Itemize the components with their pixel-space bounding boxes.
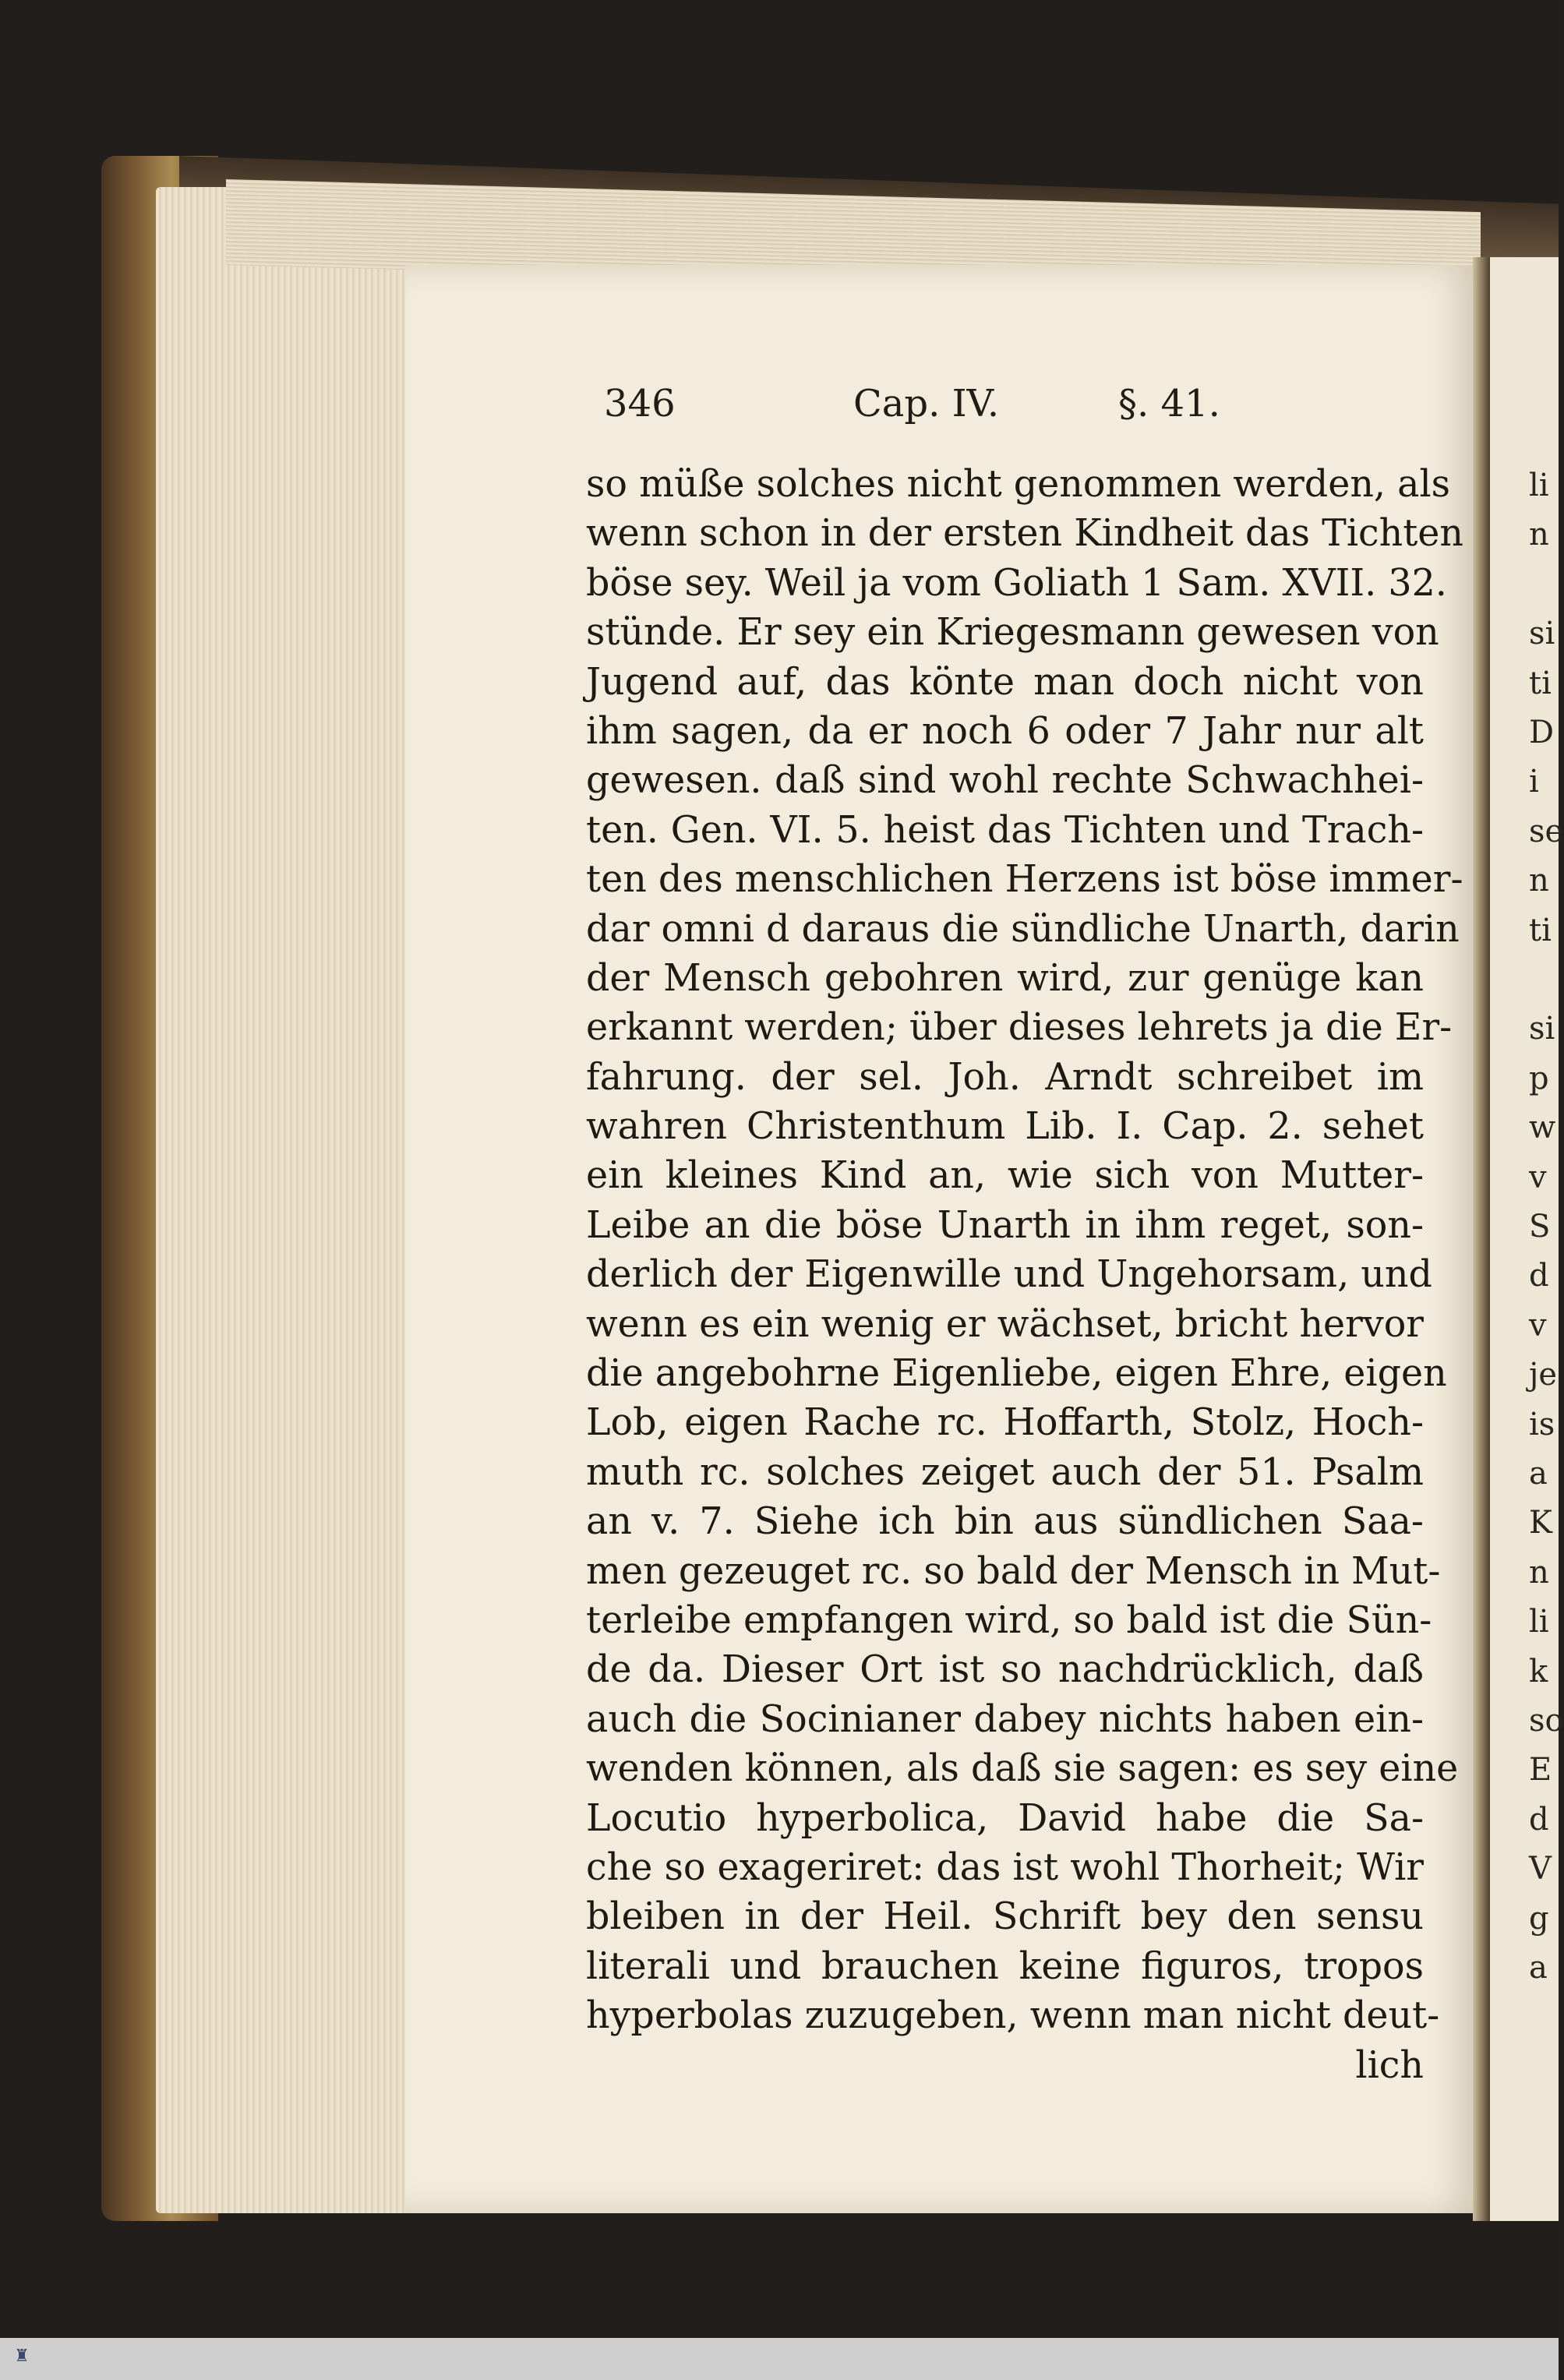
facing-page-fragment: ti xyxy=(1529,665,1552,701)
text-line: stünde. Er sey ein Kriegesmann gewesen von xyxy=(586,611,1439,655)
facing-page-fragment: se xyxy=(1529,813,1564,849)
text-line: wenden können, als daß sie sagen: es sey eine xyxy=(586,1747,1459,1791)
facing-page-fragment: si xyxy=(1529,616,1555,652)
text-line: bleiben in der Heil. Schrift bey den sensu xyxy=(586,1895,1424,1939)
text-line: terleibe empfangen wird, so bald ist die Sün- xyxy=(586,1598,1432,1642)
running-header xyxy=(604,382,1321,436)
text-line: ihm sagen, da er noch 6 oder 7 Jahr nur alt xyxy=(586,709,1424,753)
facing-page-fragment: n xyxy=(1529,1554,1549,1591)
text-line: so müße solches nicht genommen werden, als xyxy=(586,463,1451,506)
text-line: wenn schon in der ersten Kindheit das Tichten xyxy=(586,512,1464,556)
text-line: fahrung. der sel. Joh. Arndt schreibet im xyxy=(586,1055,1424,1099)
facing-page-fragment: k xyxy=(1529,1653,1548,1690)
facing-page-fragment: p xyxy=(1529,1060,1549,1096)
text-line: ten. Gen. VI. 5. heist das Tichten und Trach- xyxy=(586,808,1424,852)
text-line: auch die Socinianer dabey nichts haben ein- xyxy=(586,1697,1424,1741)
book-gutter xyxy=(1473,257,1492,2221)
facing-page-fragment: li xyxy=(1529,468,1549,503)
text-line: der Mensch gebohren wird, zur genüge kan xyxy=(586,956,1424,1000)
text-line: hyperbolas zuzugeben, wenn man nicht deut- xyxy=(586,1994,1440,2038)
facing-page-fragment: D xyxy=(1529,715,1555,750)
facing-page-fragment: n xyxy=(1529,517,1549,553)
facing-page-fragment: w xyxy=(1529,1110,1556,1146)
facing-page-fragment: li xyxy=(1529,1604,1549,1640)
text-line: erkannt werden; über dieses lehrets ja die Er- xyxy=(586,1006,1453,1050)
chapter-heading: Cap. IV. xyxy=(853,382,1000,426)
page-edges-left xyxy=(156,187,405,2213)
catchword: lich xyxy=(1355,2043,1424,2087)
facing-page-fragment: a xyxy=(1529,1950,1548,1986)
text-line: ein kleines Kind an, wie sich von Mutter- xyxy=(586,1154,1424,1198)
page-number: 346 xyxy=(604,382,676,426)
footer-bar xyxy=(0,2338,1559,2380)
facing-page-fragment: V xyxy=(1529,1851,1552,1887)
text-line: wenn es ein wenig er wächset, bricht hervor xyxy=(586,1302,1424,1346)
facing-page-fragment: d xyxy=(1529,1258,1549,1294)
facing-page-fragment: v xyxy=(1529,1159,1547,1195)
text-line: Lob, eigen Rache rc. Hoffarth, Stolz, Hoch- xyxy=(586,1401,1424,1445)
facing-page-fragment: K xyxy=(1529,1505,1552,1541)
facing-page-fragment: S xyxy=(1529,1209,1551,1245)
text-line: literali und brauchen keine figuros, tropos xyxy=(586,1944,1424,1988)
text-line: böse sey. Weil ja vom Goliath 1 Sam. XVII. 32. xyxy=(586,561,1447,605)
facing-page-fragment: is xyxy=(1529,1406,1555,1442)
facing-page-fragment: d xyxy=(1529,1801,1549,1838)
text-line: muth rc. solches zeiget auch der 51. Psalm xyxy=(586,1450,1424,1494)
facing-page-fragment: v xyxy=(1529,1307,1547,1344)
text-line: derlich der Eigenwille und Ungehorsam, und xyxy=(586,1253,1432,1297)
text-line: an v. 7. Siehe ich bin aus sündlichen Saa- xyxy=(586,1500,1424,1544)
body-text xyxy=(586,460,1464,2090)
text-line: men gezeuget rc. so bald der Mensch in Mut- xyxy=(586,1549,1441,1593)
facing-page-fragment: si xyxy=(1529,1011,1555,1047)
facing-page-fragment: n xyxy=(1529,863,1549,899)
library-logo-icon: ♜ xyxy=(14,2346,30,2366)
text-line: Locutio hyperbolica, David habe die Sa- xyxy=(586,1796,1424,1840)
section-heading: §. 41. xyxy=(1118,382,1220,426)
text-line: de da. Dieser Ort ist so nachdrücklich, daß xyxy=(586,1648,1424,1692)
text-line: dar omni d daraus die sündliche Unarth, darin xyxy=(586,907,1460,951)
text-line: Jugend auf, das könte man doch nicht von xyxy=(586,660,1424,704)
facing-page-fragment: E xyxy=(1529,1752,1552,1789)
text-line: gewesen. daß sind wohl rechte Schwachhei- xyxy=(586,759,1424,803)
text-line: Leibe an die böse Unarth in ihm reget, son- xyxy=(586,1203,1424,1247)
facing-page-fragment: je xyxy=(1529,1357,1558,1393)
facing-page-fragment: so xyxy=(1529,1703,1564,1739)
facing-page-fragment: ti xyxy=(1529,912,1552,948)
facing-page-fragment: a xyxy=(1529,1456,1548,1492)
text-line: che so exageriret: das ist wohl Thorheit; Wir xyxy=(586,1845,1424,1889)
text-line: wahren Christenthum Lib. I. Cap. 2. sehet xyxy=(586,1105,1424,1149)
facing-page-fragment: g xyxy=(1529,1900,1549,1937)
text-line: die angebohrne Eigenliebe, eigen Ehre, eigen xyxy=(586,1352,1447,1396)
text-line: ten des menschlichen Herzens ist böse immer- xyxy=(586,858,1463,902)
facing-page-fragment: i xyxy=(1529,764,1539,800)
